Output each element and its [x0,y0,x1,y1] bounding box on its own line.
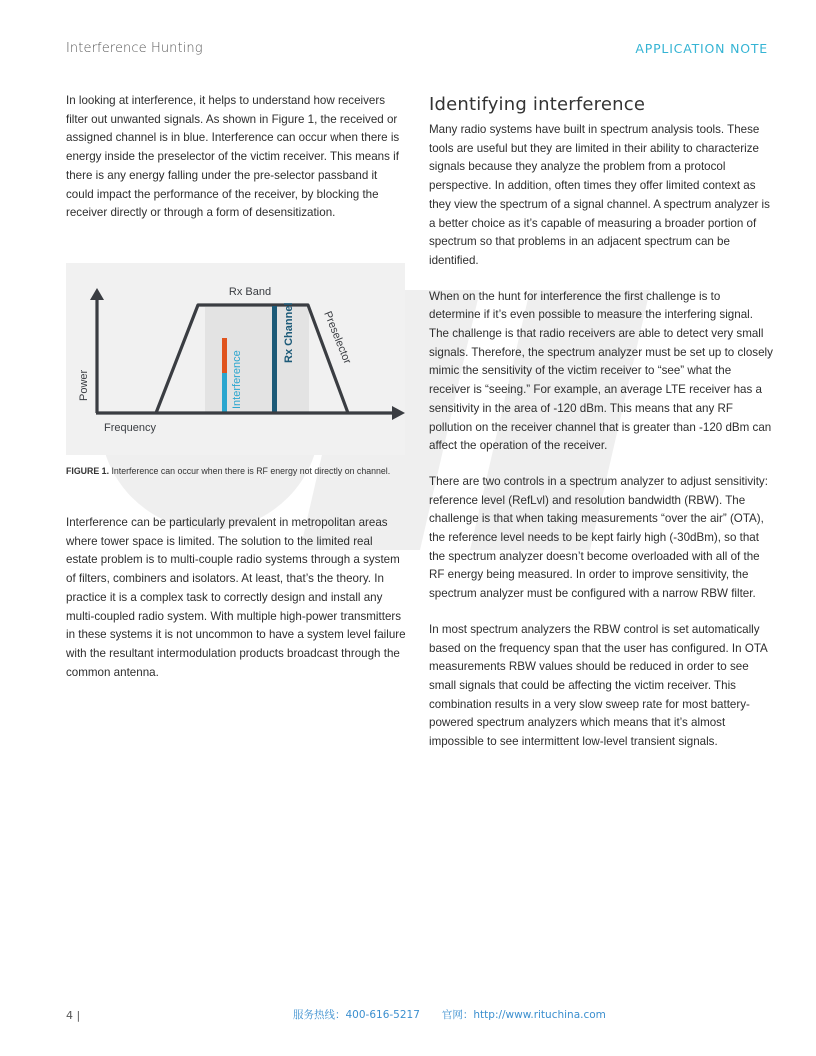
figure-caption-text: Interference can occur when there is RF energy not directly on channel. [109,466,391,476]
rx-band-label: Rx Band [228,286,272,298]
website-link[interactable]: 官网：http://www.rituchina.com [441,1009,606,1021]
paragraph: In most spectrum analyzers the RBW control is set automatically based on the frequency span that the user has configured. In OTA measurements RBW values should be reduced in order to see small signals that could be affecting the victim receiver. This combination results in a very slow sweep rate for most battery-powered spectrum analyzers which means that it’s almost impossible to see intermittent low-level transient signals. [429,622,768,749]
interference-label: Interference [231,350,243,409]
footer-contact [293,1007,628,1022]
paragraph: There are two controls in a spectrum analyzer to adjust sensitivity: reference level (RefLvl) and resolution bandwidth (RBW). The challenge is that when taking measurements “over the air” (OTA), the reference level needs to be kept fairly high (-30dBm), so that the spectrum analyzer doesn’t become overloaded with all of the RF energy being measured. In order to improve sensitivity, the spectrum analyzer must be configured with a narrow RBW filter. [429,474,768,601]
paragraph: When on the hunt for interference the first challenge is to determine if it’s even possible to measure the interfering signal. The challenge is that radio receivers are able to detect very small signals. Therefore, the spectrum analyzer must be set up to closely mimic the sensitivity of the victim receiver to “see” what the receiver is “seeing.” For example, an average LTE receiver has a sensitivity in the area of -120 dBm. This means that any RF pollution on the receiver channel that is greater than -120 dBm can affect the operation of the receiver. [429,289,773,453]
interference-bar-lower [222,373,227,413]
power-axis-label: Power [78,369,90,401]
hotline-text: 服务热线：400-616-5217 [293,1009,420,1021]
section-heading: Identifying interference [429,94,646,115]
page-number: 4 | [66,1009,81,1022]
figure-caption [66,465,406,477]
left-column-lower [66,514,406,699]
frequency-axis-label: Frequency [104,422,156,434]
rx-channel-bar [272,306,277,413]
intro-paragraph: In looking at interference, it helps to understand how receivers filter out unwanted signals. As shown in Figure 1, the received or assigned channel is in blue. Interference can occur when there is energy inside the preselector of the victim receiver. This means if there is any energy falling under the pre-selector passband it could impact the performance of the receiver, by blocking the receiver directly or through a form of desensitization. [66,94,400,220]
paragraph: Many radio systems have built in spectrum analysis tools. These tools are useful but they are limited in their ability to characterize signals because they analyze the problem from a protocol perspective. In addition, often times they offer limited context as they view the spectrum of a signal channel. A spectrum analyzer is a better choice as it’s capable of measuring a broader portion of spectrum so that problems in an adjacent spectrum can be identified. [429,123,770,267]
second-paragraph: Interference can be particularly prevalent in metropolitan areas where tower space is limited. The solution to the limited real estate problem is to multi-couple radio systems through a system of filters, combiners and isolators. At least, that’s the theory. In practice it is a complex task to correctly design and install any multi-coupled radio system. With multiple high-power transmitters in these systems it is not uncommon to have a system level failure with the resultant intermodulation products broadcast through the common antenna. [66,516,406,679]
left-column [66,92,406,240]
x-axis-arrow-icon [392,406,405,420]
figure-caption-label: FIGURE 1. [66,466,110,476]
y-axis-arrow-icon [90,288,104,300]
figure-1 [66,263,405,455]
interference-bar-upper [222,338,227,373]
preselector-label: Preselector [321,309,354,366]
preselector-diagram [66,263,405,455]
rx-channel-label: Rx Channel [283,302,295,363]
document-type-label: APPLICATION NOTE [635,41,768,56]
right-column [429,92,774,769]
document-title: Interference Hunting [66,41,203,56]
